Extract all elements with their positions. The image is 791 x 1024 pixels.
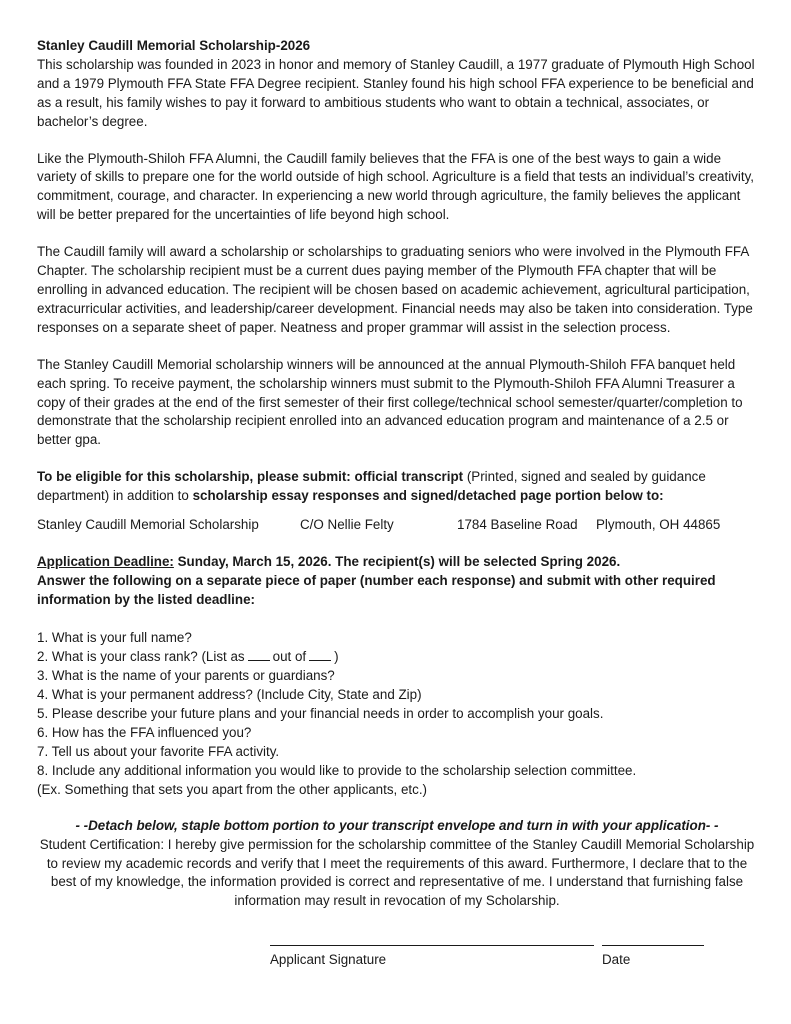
date-line[interactable] bbox=[602, 945, 704, 946]
deadline-text: Sunday, March 15, 2026. The recipient(s) will be selected Spring 2026. bbox=[173, 554, 621, 570]
document-title: Stanley Caudill Memorial Scholarship-2026 bbox=[37, 38, 311, 53]
student-certification: Student Certification: I hereby give permission for the scholarship committee of the Stanley Caudill Memorial Scholarship to review my academic records and verify that I meet the requirements of this award. Furthermore, I declare that to the best of my knowledge, the information provided is correct and representative of me. I understand that furnishing false information may result in revocation of my Scholarship. bbox=[39, 836, 755, 909]
mailing-address bbox=[37, 516, 757, 535]
intro-paragraph: This scholarship was founded in 2023 in honor and memory of Stanley Caudill, a 1977 graduate of Plymouth High School and a 1979 Plymouth FFA State FFA Degree recipient. Stanley found his high school FFA experience to be beneficial and as a result, his family wishes to pay it forward to ambitious students who want to obtain a technical, associates, or bachelor’s degree. bbox=[37, 56, 755, 129]
address-city: Plymouth, OH 44865 bbox=[596, 517, 721, 533]
signature-block bbox=[270, 945, 710, 975]
eligibility-tail: scholarship essay responses and signed/detached page portion below to: bbox=[192, 488, 664, 504]
question-item: 8. Include any additional information you would like to provide to the scholarship selection committee. bbox=[37, 762, 637, 778]
criteria-paragraph: The Caudill family will award a scholarship or scholarships to graduating seniors who were involved in the Plymouth FFA Chapter. The scholarship recipient must be a current dues paying member of the Plymouth FFA chapter that will be enrolling in advanced education. The recipient will be chosen based on academic achievement, agricultural participation, extracurricular activities, and leadership/career development. Financial needs may also be taken into consideration. Type responses on a separate sheet of paper. Neatness and proper grammar will assist in the selection process. bbox=[37, 244, 753, 335]
address-street: 1784 Baseline Road bbox=[457, 517, 578, 533]
deadline-instructions: Answer the following on a separate piece of paper (number each response) and submit with other required information by the listed deadline: bbox=[37, 572, 716, 607]
blank-line bbox=[309, 648, 331, 661]
eligibility-paragraph bbox=[37, 468, 757, 506]
questions-list bbox=[37, 628, 757, 799]
blank-line bbox=[248, 648, 270, 661]
question-item: 1. What is your full name? bbox=[37, 629, 192, 645]
address-care-of: C/O Nellie Felty bbox=[300, 517, 394, 533]
payment-paragraph: The Stanley Caudill Memorial scholarship winners will be announced at the annual Plymouth-Shiloh FFA banquet held each spring. To receive payment, the scholarship winners must submit to the Plymouth-Shiloh FFA Alumni Treasurer a copy of their grades at the end of the first semester of their first college/technical school semester/quarter/completion to demonstrate that the scholarship recipient enrolled into an advanced education program and maintenance of a 2.5 or better gpa. bbox=[37, 356, 743, 448]
question-item: (Ex. Something that sets you apart from the other applicants, etc.) bbox=[37, 781, 428, 797]
question-item: 5. Please describe your future plans and your financial needs in order to accomplish your goals. bbox=[37, 705, 604, 721]
signature-label: Applicant Signature bbox=[270, 952, 387, 967]
question-item: 2. What is your class rank? (List as out of ) bbox=[37, 648, 339, 664]
philosophy-paragraph: Like the Plymouth-Shiloh FFA Alumni, the Caudill family believes that the FFA is one of the best ways to gain a wide variety of skills to prepare one for the world outside of high school. Agriculture is a field that tests an individual’s creativity, commitment, courage, and character. In experiencing a new world through agriculture, the family believes the applicant will be better prepared for the uncertainties of life beyond high school. bbox=[37, 150, 755, 223]
deadline-line bbox=[37, 553, 757, 572]
address-name: Stanley Caudill Memorial Scholarship bbox=[37, 517, 259, 533]
detach-notice: - -Detach below, staple bottom portion to your transcript envelope and turn in with your application- - bbox=[75, 817, 719, 833]
question-item: 4. What is your permanent address? (Include City, State and Zip) bbox=[37, 686, 422, 702]
signature-line[interactable] bbox=[270, 945, 594, 946]
deadline-label: Application Deadline: bbox=[37, 554, 174, 570]
question-item: 7. Tell us about your favorite FFA activity. bbox=[37, 743, 280, 759]
question-item: 3. What is the name of your parents or guardians? bbox=[37, 667, 335, 683]
eligibility-middle: (Printed, signed and sealed by guidance department) in addition to bbox=[37, 469, 706, 504]
question-item: 6. How has the FFA influenced you? bbox=[37, 724, 252, 740]
document-page bbox=[37, 37, 757, 911]
eligibility-lead: To be eligible for this scholarship, please submit: official transcript bbox=[37, 469, 464, 485]
date-label: Date bbox=[602, 952, 631, 967]
